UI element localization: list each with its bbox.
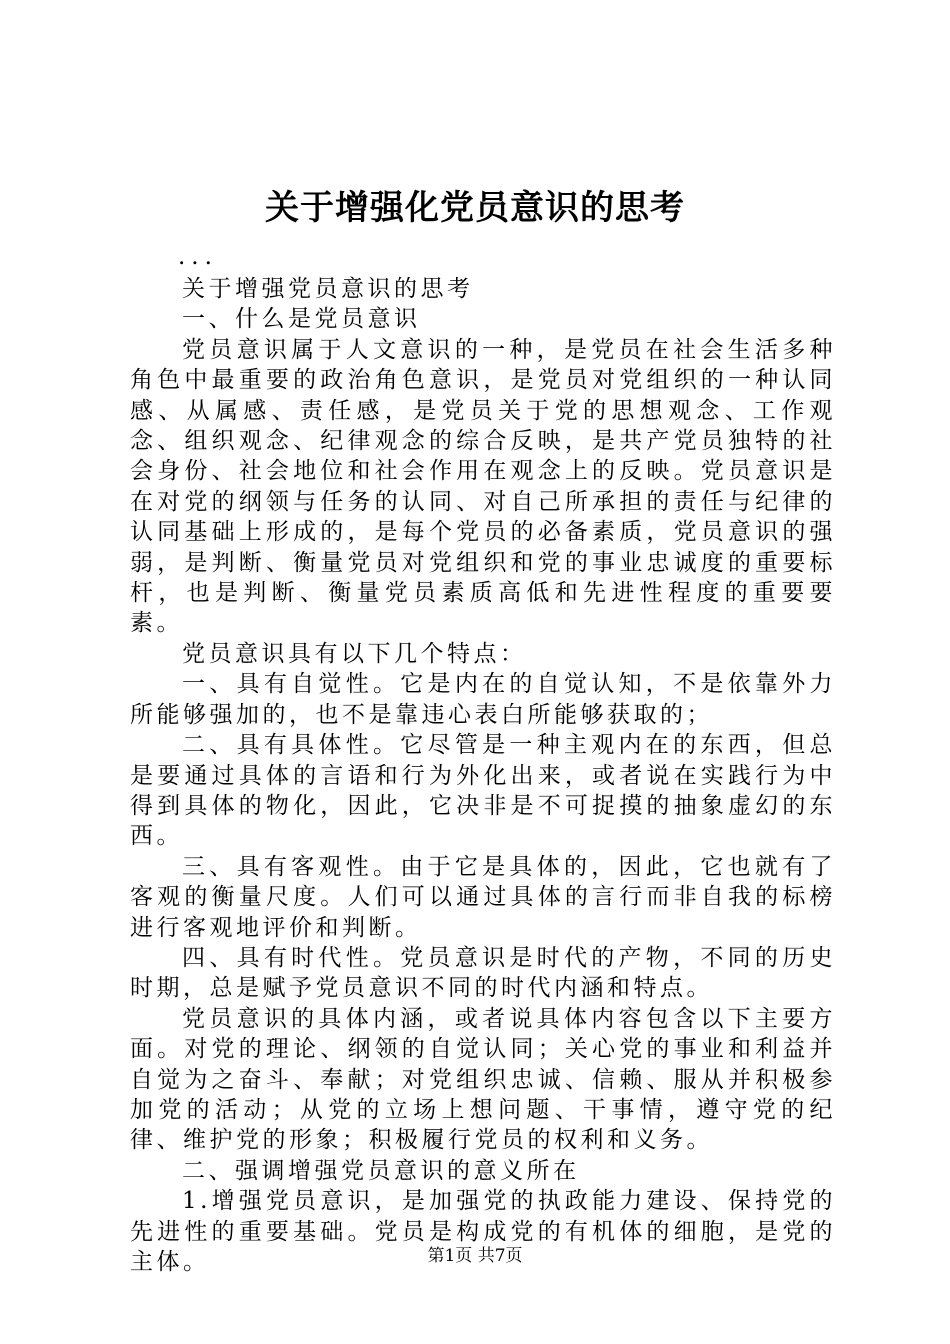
ellipsis-line: ... <box>178 244 218 270</box>
feature-paragraph-4: 四、具有时代性。党员意识是时代的产物，不同的历史时期，总是赋予党员意识不同的时代内涵和特点。 <box>130 944 836 1002</box>
page-number-footer: 第1页 共7页 <box>427 1246 523 1266</box>
feature-paragraph-2: 二、具有具体性。它尽管是一种主观内在的东西，但总是要通过具体的言语和行为外化出来，或者说在实践行为中得到具体的物化，因此，它决非是不可捉摸的抽象虚幻的东西。 <box>130 732 836 850</box>
body-paragraph: 党员意识的具体内涵，或者说具体内容包含以下主要方面。对党的理论、纲领的自觉认同；关心党的事业和利益并自觉为之奋斗、奉献；对党组织忠诚、信赖、服从并积极参加党的活动；从党的立场上想问题、干事情，遵守党的纪律、维护党的形象；积极履行党员的权利和义务。 <box>130 1005 836 1154</box>
feature-paragraph-3: 三、具有客观性。由于它是具体的，因此，它也就有了客观的衡量尺度。人们可以通过具体的言行而非自我的标榜进行客观地评价和判断。 <box>130 853 836 941</box>
document-body <box>130 244 836 1277</box>
document-title: 关于增强化党员意识的思考 <box>265 188 685 228</box>
body-paragraph: 党员意识具有以下几个特点： <box>182 640 527 667</box>
section-heading-2: 二、强调增强党员意识的意义所在 <box>182 1157 580 1184</box>
body-paragraph: 1.增强党员意识，是加强党的执政能力建设、保持党的先进性的重要基础。党员是构成党的有机体的细胞，是党的主体。 <box>130 1188 836 1275</box>
section-heading-1: 一、什么是党员意识 <box>182 306 421 333</box>
feature-paragraph-1: 一、具有自觉性。它是内在的自觉认知，不是依靠外力所能够强加的，也不是靠违心表白所能够获取的； <box>130 671 836 728</box>
subtitle-paragraph: 关于增强党员意识的思考 <box>182 276 474 302</box>
body-paragraph: 党员意识属于人文意识的一种，是党员在社会生活多种角色中最重要的政治角色意识，是党员对党组织的一种认同感、从属感、责任感，是党员关于党的思想观念、工作观念、组织观念、纪律观念的综合反映，是共产党员独特的社会身份、社会地位和社会作用在观念上的反映。党员意识是在对党的纲领与任务的认同、对自己所承担的责任与纪律的认同基础上形成的，是每个党员的必备素质，党员意识的强弱，是判断、衡量党员对党组织和党的事业忠诚度的重要标杆，也是判断、衡量党员素质高低和先进性程度的重要要素。 <box>130 336 836 637</box>
